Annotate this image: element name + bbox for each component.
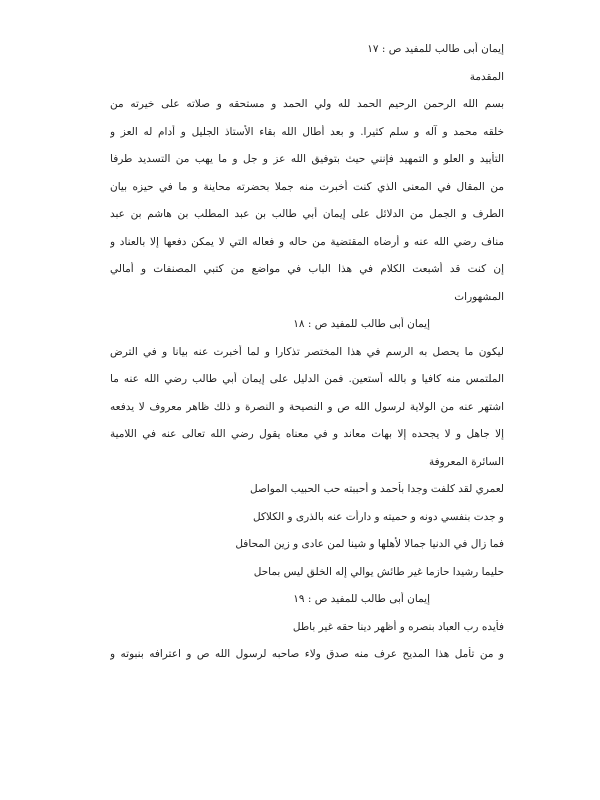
body-line: اشتهر عنه من الولاية لرسول الله ص و النصيحة و النصرة و ذلك ظاهر معروف لا يدفعه	[110, 400, 504, 413]
body-line: إن كنت قد أشبعت الكلام في هذا الباب في مواضع من كتبي المصنفات و أمالي	[110, 263, 504, 275]
body-line: الملتمس منه كافيا و بالله أستعين. فمن الدليل على إيمان أبي طالب رضي الله عنه ما	[110, 373, 504, 385]
body-line: خلقه محمد و آله و سلم كثيرا. و بعد أطال الله بقاء الأستاذ الجليل و أدام له العز و	[110, 125, 504, 138]
document-page	[110, 42, 504, 675]
page-reference: إيمان أبى طالب للمفيد ص : ١٨	[293, 318, 430, 330]
body-line: التأييد و العلو و التمهيد فإنني حيث بتوفيق الله عز و جل و ما يهب من التسديد طرفا	[110, 153, 504, 165]
page-reference: إيمان أبى طالب للمفيد ص : ١٩	[293, 593, 430, 605]
section-heading: المقدمة	[469, 70, 504, 83]
poem-verse: و جدت بنفسي دونه و حميته و دارأت عنه بالذرى و الكلاكل	[252, 510, 504, 523]
body-line-tail: السائرة المعروفة	[428, 455, 504, 468]
poem-verse: فما زال في الدنيا جمالا لأهلها و شينا لمن عادى و زين المحافل	[235, 538, 504, 550]
body-line: من المقال في المعنى الذي كنت أخبرت منه جملا بحضرته محاينة و ما في حيزه بيان	[110, 180, 504, 193]
page-reference: إيمان أبى طالب للمفيد ص : ١٧	[367, 43, 504, 55]
poem-verse: حليما رشيدا حازما غير طائش يوالي إله الخلق ليس بماحل	[253, 565, 504, 578]
poem-verse: لعمري لقد كلفت وجدا بأحمد و أحببته حب الحبيب المواصل	[249, 483, 504, 495]
body-line: إلا جاهل و لا يجحده إلا بهات معاند و في معناه يقول رضي الله تعالى عنه في اللامية	[110, 428, 504, 440]
body-line: ليكون ما يحصل به الرسم في هذا المختصر تذكارا و لما أخبرت عنه بيانا و في الترض	[110, 345, 504, 358]
poem-verse: فأيده رب العباد بنصره و أظهر دينا حقه غير باطل	[292, 620, 504, 633]
body-line: و من تأمل هذا المديح عرف منه صدق ولاء صاحبه لرسول الله ص و اعترافه بنبوته و	[110, 648, 504, 660]
body-line-tail: المشهورات	[454, 290, 504, 303]
body-line: بسم الله الرحمن الرحيم الحمد لله ولي الحمد و مستحقه و صلاته على خيرته من	[110, 98, 504, 110]
body-line: مناف رضي الله عنه و أرضاه المقتضية من حاله و فعاله التي لا يمكن دفعها إلا بالعناد و	[110, 235, 504, 248]
body-line: الطرف و الجمل من الدلائل على إيمان أبي طالب بن عبد المطلب بن هاشم بن عبد	[110, 208, 504, 220]
